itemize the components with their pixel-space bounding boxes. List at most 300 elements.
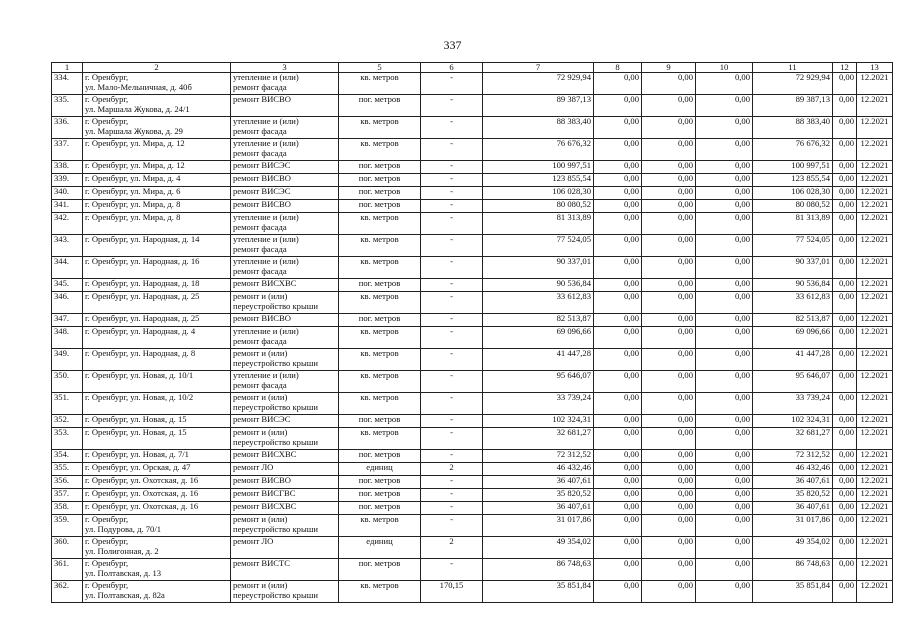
fund-cell: 0,00 (594, 235, 642, 257)
row-number: 358. (52, 502, 83, 515)
row-number: 351. (52, 393, 83, 415)
work-type-cell: ремонт ВИСВО (231, 476, 339, 489)
address-cell: г. Оренбург, ул. Охотская, д. 16 (83, 489, 231, 502)
work-type-cell: ремонт ВИСВО (231, 314, 339, 327)
local-budget-cell: 0,00 (696, 174, 753, 187)
fund-cell: 0,00 (594, 161, 642, 174)
local-budget-cell: 0,00 (696, 292, 753, 314)
table-body (52, 73, 893, 603)
unit-cell: пог. метров (339, 174, 421, 187)
deadline-cell: 12.2021 (857, 174, 893, 187)
specific-cost-cell: 0,00 (833, 235, 857, 257)
fund-cell: 0,00 (594, 559, 642, 581)
total-cost-cell: 100 997,51 (483, 161, 594, 174)
volume-cell: - (421, 450, 483, 463)
address-cell: г. Оренбург, ул. Народная, д. 25 (83, 314, 231, 327)
local-budget-cell: 0,00 (696, 537, 753, 559)
address-cell: г. Оренбург, ул. Мира, д. 8 (83, 200, 231, 213)
owners-funds-cell: 123 855,54 (753, 174, 833, 187)
fund-cell: 0,00 (594, 292, 642, 314)
fund-cell: 0,00 (594, 314, 642, 327)
row-number: 346. (52, 292, 83, 314)
total-cost-cell: 49 354,02 (483, 537, 594, 559)
budget-cell: 0,00 (642, 371, 696, 393)
table-row (52, 581, 893, 603)
total-cost-cell: 106 028,30 (483, 187, 594, 200)
owners-funds-cell: 72 312,52 (753, 450, 833, 463)
volume-cell: - (421, 174, 483, 187)
owners-funds-cell: 80 080,52 (753, 200, 833, 213)
owners-funds-cell: 81 313,89 (753, 213, 833, 235)
table-row (52, 515, 893, 537)
local-budget-cell: 0,00 (696, 117, 753, 139)
work-type-cell: ремонт ВИСВО (231, 174, 339, 187)
specific-cost-cell: 0,00 (833, 279, 857, 292)
fund-cell: 0,00 (594, 515, 642, 537)
local-budget-cell: 0,00 (696, 257, 753, 279)
fund-cell: 0,00 (594, 279, 642, 292)
work-type-cell: утепление и (или) ремонт фасада (231, 257, 339, 279)
budget-cell: 0,00 (642, 502, 696, 515)
fund-cell: 0,00 (594, 327, 642, 349)
table-row (52, 450, 893, 463)
fund-cell: 0,00 (594, 463, 642, 476)
row-number: 336. (52, 117, 83, 139)
unit-cell: кв. метров (339, 213, 421, 235)
unit-cell: кв. метров (339, 117, 421, 139)
volume-cell: - (421, 117, 483, 139)
fund-cell: 0,00 (594, 174, 642, 187)
deadline-cell: 12.2021 (857, 349, 893, 371)
table-row (52, 502, 893, 515)
column-header: 11 (753, 63, 833, 73)
total-cost-cell: 41 447,28 (483, 349, 594, 371)
row-number: 335. (52, 95, 83, 117)
deadline-cell: 12.2021 (857, 327, 893, 349)
deadline-cell: 12.2021 (857, 139, 893, 161)
budget-cell: 0,00 (642, 174, 696, 187)
deadline-cell: 12.2021 (857, 559, 893, 581)
deadline-cell: 12.2021 (857, 393, 893, 415)
table-row (52, 161, 893, 174)
unit-cell: пог. метров (339, 200, 421, 213)
volume-cell: 2 (421, 463, 483, 476)
budget-cell: 0,00 (642, 476, 696, 489)
unit-cell: кв. метров (339, 349, 421, 371)
work-type-cell: ремонт и (или) переустройство крыши (231, 393, 339, 415)
unit-cell: кв. метров (339, 371, 421, 393)
deadline-cell: 12.2021 (857, 515, 893, 537)
table-row (52, 174, 893, 187)
work-type-cell: ремонт ВИСХВС (231, 502, 339, 515)
local-budget-cell: 0,00 (696, 502, 753, 515)
fund-cell: 0,00 (594, 73, 642, 95)
owners-funds-cell: 86 748,63 (753, 559, 833, 581)
specific-cost-cell: 0,00 (833, 327, 857, 349)
work-type-cell: ремонт ВИСЭС (231, 187, 339, 200)
total-cost-cell: 80 080,52 (483, 200, 594, 213)
address-cell: г. Оренбург, ул. Новая, д. 10/2 (83, 393, 231, 415)
deadline-cell: 12.2021 (857, 463, 893, 476)
owners-funds-cell: 100 997,51 (753, 161, 833, 174)
table-row (52, 537, 893, 559)
table-row (52, 292, 893, 314)
work-type-cell: ремонт и (или) переустройство крыши (231, 581, 339, 603)
total-cost-cell: 95 646,07 (483, 371, 594, 393)
owners-funds-cell: 88 383,40 (753, 117, 833, 139)
specific-cost-cell: 0,00 (833, 371, 857, 393)
specific-cost-cell: 0,00 (833, 515, 857, 537)
table-row (52, 428, 893, 450)
owners-funds-cell: 49 354,02 (753, 537, 833, 559)
fund-cell: 0,00 (594, 502, 642, 515)
total-cost-cell: 46 432,46 (483, 463, 594, 476)
unit-cell: пог. метров (339, 314, 421, 327)
total-cost-cell: 86 748,63 (483, 559, 594, 581)
table-row (52, 349, 893, 371)
budget-cell: 0,00 (642, 187, 696, 200)
owners-funds-cell: 46 432,46 (753, 463, 833, 476)
specific-cost-cell: 0,00 (833, 537, 857, 559)
budget-cell: 0,00 (642, 95, 696, 117)
fund-cell: 0,00 (594, 393, 642, 415)
deadline-cell: 12.2021 (857, 292, 893, 314)
work-type-cell: утепление и (или) ремонт фасада (231, 371, 339, 393)
table-row (52, 314, 893, 327)
deadline-cell: 12.2021 (857, 537, 893, 559)
address-cell: г. Оренбург, ул. Народная, д. 14 (83, 235, 231, 257)
table-row (52, 73, 893, 95)
volume-cell: - (421, 559, 483, 581)
address-cell: г. Оренбург, ул. Маршала Жукова, д. 24/1 (83, 95, 231, 117)
budget-cell: 0,00 (642, 489, 696, 502)
table-row (52, 559, 893, 581)
total-cost-cell: 72 929,94 (483, 73, 594, 95)
work-type-cell: утепление и (или) ремонт фасада (231, 213, 339, 235)
volume-cell: - (421, 95, 483, 117)
address-cell: г. Оренбург, ул. Мира, д. 8 (83, 213, 231, 235)
volume-cell: - (421, 235, 483, 257)
local-budget-cell: 0,00 (696, 489, 753, 502)
address-cell: г. Оренбург, ул. Подурова, д. 70/1 (83, 515, 231, 537)
budget-cell: 0,00 (642, 161, 696, 174)
specific-cost-cell: 0,00 (833, 349, 857, 371)
deadline-cell: 12.2021 (857, 415, 893, 428)
work-type-cell: утепление и (или) ремонт фасада (231, 327, 339, 349)
volume-cell: - (421, 327, 483, 349)
budget-cell: 0,00 (642, 415, 696, 428)
budget-cell: 0,00 (642, 349, 696, 371)
address-cell: г. Оренбург, ул. Орская, д. 47 (83, 463, 231, 476)
deadline-cell: 12.2021 (857, 187, 893, 200)
unit-cell: пог. метров (339, 559, 421, 581)
deadline-cell: 12.2021 (857, 200, 893, 213)
local-budget-cell: 0,00 (696, 559, 753, 581)
total-cost-cell: 76 676,32 (483, 139, 594, 161)
unit-cell: кв. метров (339, 257, 421, 279)
owners-funds-cell: 36 407,61 (753, 476, 833, 489)
volume-cell: - (421, 139, 483, 161)
row-number: 347. (52, 314, 83, 327)
column-header: 3 (231, 63, 339, 73)
unit-cell: пог. метров (339, 489, 421, 502)
budget-cell: 0,00 (642, 279, 696, 292)
total-cost-cell: 88 383,40 (483, 117, 594, 139)
work-type-cell: ремонт и (или) переустройство крыши (231, 349, 339, 371)
fund-cell: 0,00 (594, 200, 642, 213)
table-row (52, 95, 893, 117)
volume-cell: - (421, 161, 483, 174)
total-cost-cell: 123 855,54 (483, 174, 594, 187)
owners-funds-cell: 32 681,27 (753, 428, 833, 450)
local-budget-cell: 0,00 (696, 476, 753, 489)
specific-cost-cell: 0,00 (833, 257, 857, 279)
address-cell: г. Оренбург, ул. Полтавская, д. 82а (83, 581, 231, 603)
specific-cost-cell: 0,00 (833, 581, 857, 603)
table-row (52, 463, 893, 476)
owners-funds-cell: 95 646,07 (753, 371, 833, 393)
fund-cell: 0,00 (594, 257, 642, 279)
work-type-cell: ремонт и (или) переустройство крыши (231, 515, 339, 537)
total-cost-cell: 72 312,52 (483, 450, 594, 463)
unit-cell: пог. метров (339, 502, 421, 515)
deadline-cell: 12.2021 (857, 502, 893, 515)
work-type-cell: ремонт ВИСГВС (231, 489, 339, 502)
unit-cell: пог. метров (339, 415, 421, 428)
specific-cost-cell: 0,00 (833, 95, 857, 117)
local-budget-cell: 0,00 (696, 187, 753, 200)
work-type-cell: ремонт ВИСВО (231, 95, 339, 117)
row-number: 359. (52, 515, 83, 537)
specific-cost-cell: 0,00 (833, 187, 857, 200)
unit-cell: кв. метров (339, 515, 421, 537)
column-header: 5 (339, 63, 421, 73)
specific-cost-cell: 0,00 (833, 174, 857, 187)
specific-cost-cell: 0,00 (833, 559, 857, 581)
volume-cell: - (421, 200, 483, 213)
volume-cell: - (421, 515, 483, 537)
address-cell: г. Оренбург, ул. Новая, д. 7/1 (83, 450, 231, 463)
row-number: 355. (52, 463, 83, 476)
work-type-cell: ремонт ВИСЭС (231, 415, 339, 428)
specific-cost-cell: 0,00 (833, 73, 857, 95)
specific-cost-cell: 0,00 (833, 476, 857, 489)
address-cell: г. Оренбург, ул. Народная, д. 25 (83, 292, 231, 314)
row-number: 356. (52, 476, 83, 489)
owners-funds-cell: 41 447,28 (753, 349, 833, 371)
local-budget-cell: 0,00 (696, 213, 753, 235)
specific-cost-cell: 0,00 (833, 139, 857, 161)
unit-cell: кв. метров (339, 139, 421, 161)
row-number: 349. (52, 349, 83, 371)
row-number: 338. (52, 161, 83, 174)
fund-cell: 0,00 (594, 117, 642, 139)
budget-cell: 0,00 (642, 213, 696, 235)
column-header: 9 (642, 63, 696, 73)
volume-cell: - (421, 502, 483, 515)
deadline-cell: 12.2021 (857, 279, 893, 292)
total-cost-cell: 33 739,24 (483, 393, 594, 415)
column-header: 2 (83, 63, 231, 73)
table-row (52, 213, 893, 235)
work-type-cell: утепление и (или) ремонт фасада (231, 117, 339, 139)
volume-cell: - (421, 428, 483, 450)
unit-cell: кв. метров (339, 235, 421, 257)
address-cell: г. Оренбург, ул. Полигонная, д. 2 (83, 537, 231, 559)
owners-funds-cell: 33 612,83 (753, 292, 833, 314)
fund-cell: 0,00 (594, 581, 642, 603)
table-row (52, 257, 893, 279)
address-cell: г. Оренбург, ул. Народная, д. 8 (83, 349, 231, 371)
fund-cell: 0,00 (594, 489, 642, 502)
work-type-cell: утепление и (или) ремонт фасада (231, 73, 339, 95)
owners-funds-cell: 76 676,32 (753, 139, 833, 161)
total-cost-cell: 89 387,13 (483, 95, 594, 117)
row-number: 345. (52, 279, 83, 292)
work-type-cell: ремонт ЛО (231, 463, 339, 476)
deadline-cell: 12.2021 (857, 161, 893, 174)
unit-cell: пог. метров (339, 476, 421, 489)
fund-cell: 0,00 (594, 371, 642, 393)
deadline-cell: 12.2021 (857, 489, 893, 502)
column-header: 8 (594, 63, 642, 73)
table-row (52, 200, 893, 213)
row-number: 362. (52, 581, 83, 603)
local-budget-cell: 0,00 (696, 415, 753, 428)
total-cost-cell: 31 017,86 (483, 515, 594, 537)
address-cell: г. Оренбург, ул. Мира, д. 12 (83, 139, 231, 161)
work-type-cell: утепление и (или) ремонт фасада (231, 235, 339, 257)
address-cell: г. Оренбург, ул. Народная, д. 4 (83, 327, 231, 349)
specific-cost-cell: 0,00 (833, 161, 857, 174)
owners-funds-cell: 33 739,24 (753, 393, 833, 415)
volume-cell: - (421, 187, 483, 200)
fund-cell: 0,00 (594, 428, 642, 450)
row-number: 361. (52, 559, 83, 581)
row-number: 337. (52, 139, 83, 161)
specific-cost-cell: 0,00 (833, 428, 857, 450)
budget-cell: 0,00 (642, 450, 696, 463)
local-budget-cell: 0,00 (696, 200, 753, 213)
address-cell: г. Оренбург, ул. Охотская, д. 16 (83, 476, 231, 489)
volume-cell: - (421, 213, 483, 235)
local-budget-cell: 0,00 (696, 450, 753, 463)
total-cost-cell: 36 407,61 (483, 476, 594, 489)
row-number: 343. (52, 235, 83, 257)
fund-cell: 0,00 (594, 139, 642, 161)
table-row (52, 139, 893, 161)
deadline-cell: 12.2021 (857, 257, 893, 279)
specific-cost-cell: 0,00 (833, 200, 857, 213)
fund-cell: 0,00 (594, 213, 642, 235)
local-budget-cell: 0,00 (696, 515, 753, 537)
table-row (52, 279, 893, 292)
volume-cell: - (421, 415, 483, 428)
budget-cell: 0,00 (642, 537, 696, 559)
table-row (52, 415, 893, 428)
column-header: 7 (483, 63, 594, 73)
column-header: 13 (857, 63, 893, 73)
specific-cost-cell: 0,00 (833, 213, 857, 235)
address-cell: г. Оренбург, ул. Полтавская, д. 13 (83, 559, 231, 581)
row-number: 354. (52, 450, 83, 463)
volume-cell: - (421, 349, 483, 371)
local-budget-cell: 0,00 (696, 581, 753, 603)
deadline-cell: 12.2021 (857, 73, 893, 95)
deadline-cell: 12.2021 (857, 314, 893, 327)
column-header: 12 (833, 63, 857, 73)
unit-cell: кв. метров (339, 73, 421, 95)
deadline-cell: 12.2021 (857, 428, 893, 450)
budget-cell: 0,00 (642, 515, 696, 537)
total-cost-cell: 32 681,27 (483, 428, 594, 450)
owners-funds-cell: 82 513,87 (753, 314, 833, 327)
local-budget-cell: 0,00 (696, 428, 753, 450)
table-header (52, 63, 893, 73)
unit-cell: пог. метров (339, 95, 421, 117)
owners-funds-cell: 72 929,94 (753, 73, 833, 95)
work-type-cell: ремонт ВИСВО (231, 200, 339, 213)
budget-cell: 0,00 (642, 314, 696, 327)
volume-cell: - (421, 257, 483, 279)
volume-cell: - (421, 476, 483, 489)
specific-cost-cell: 0,00 (833, 450, 857, 463)
page-number: 337 (443, 38, 462, 52)
local-budget-cell: 0,00 (696, 73, 753, 95)
budget-cell: 0,00 (642, 559, 696, 581)
volume-cell: 170,15 (421, 581, 483, 603)
row-number: 357. (52, 489, 83, 502)
table-row (52, 489, 893, 502)
table-row (52, 476, 893, 489)
total-cost-cell: 82 513,87 (483, 314, 594, 327)
row-number: 334. (52, 73, 83, 95)
unit-cell: пог. метров (339, 279, 421, 292)
column-header: 10 (696, 63, 753, 73)
local-budget-cell: 0,00 (696, 139, 753, 161)
volume-cell: - (421, 292, 483, 314)
specific-cost-cell: 0,00 (833, 415, 857, 428)
unit-cell: кв. метров (339, 581, 421, 603)
budget-cell: 0,00 (642, 327, 696, 349)
volume-cell: - (421, 371, 483, 393)
specific-cost-cell: 0,00 (833, 463, 857, 476)
total-cost-cell: 36 407,61 (483, 502, 594, 515)
local-budget-cell: 0,00 (696, 161, 753, 174)
budget-cell: 0,00 (642, 117, 696, 139)
total-cost-cell: 69 096,66 (483, 327, 594, 349)
row-number: 340. (52, 187, 83, 200)
owners-funds-cell: 90 337,01 (753, 257, 833, 279)
owners-funds-cell: 36 407,61 (753, 502, 833, 515)
total-cost-cell: 90 536,84 (483, 279, 594, 292)
deadline-cell: 12.2021 (857, 476, 893, 489)
budget-cell: 0,00 (642, 200, 696, 213)
address-cell: г. Оренбург, ул. Мира, д. 4 (83, 174, 231, 187)
table-row (52, 235, 893, 257)
volume-cell: - (421, 279, 483, 292)
volume-cell: 2 (421, 537, 483, 559)
address-cell: г. Оренбург, ул. Новая, д. 15 (83, 428, 231, 450)
total-cost-cell: 90 337,01 (483, 257, 594, 279)
budget-cell: 0,00 (642, 139, 696, 161)
total-cost-cell: 102 324,31 (483, 415, 594, 428)
work-type-cell: ремонт и (или) переустройство крыши (231, 292, 339, 314)
address-cell: г. Оренбург, ул. Охотская, д. 16 (83, 502, 231, 515)
work-type-cell: ремонт ЛО (231, 537, 339, 559)
budget-cell: 0,00 (642, 73, 696, 95)
volume-cell: - (421, 393, 483, 415)
